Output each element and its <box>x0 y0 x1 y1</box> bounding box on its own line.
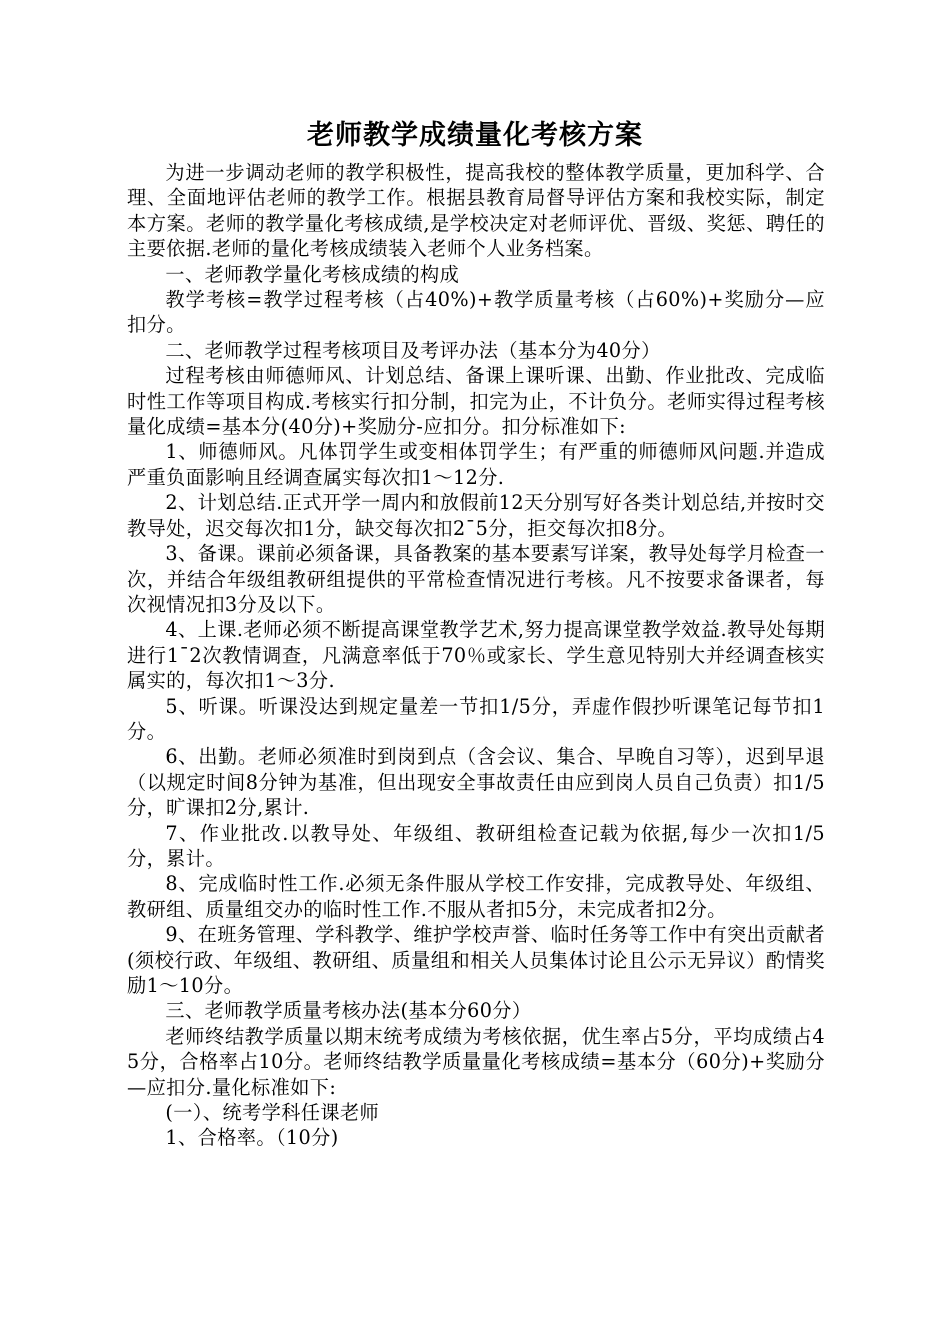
list-item-reward: 9、在班务管理、学科教学、维护学校声誉、临时任务等工作中有突出贡献者(须校行政、年级组、教研组、质量组和相关人员集体讨论且公示无异议）酌情奖励1～10分。 <box>127 923 825 997</box>
section-heading-3: 三、老师教学质量考核办法(基本分60分） <box>165 999 532 1023</box>
list-item-temp-work: 8、完成临时性工作.必须无条件服从学校工作安排，完成教导处、年级组、教研组、质量组交办的临时性工作.不服从者扣5分，未完成者扣2分。 <box>127 872 825 921</box>
document-body <box>127 160 825 1151</box>
section-heading-2: 二、老师教学过程考核项目及考评办法（基本分为40分） <box>165 338 661 362</box>
list-item-teaching: 4、上课.老师必须不断提高课堂教学艺术,努力提高课堂教学效益.教导处每期进行1¯2次教情调查，凡满意率低于70％或家长、学生意见特别大并经调查核实属实的，每次扣1～3分. <box>127 618 825 693</box>
list-item-plan: 2、计划总结.正式开学一周内和放假前12天分别写好各类计划总结,并按时交教导处，迟交每次扣1分，缺交每次扣2¯5分，拒交每次扣8分。 <box>127 491 825 540</box>
paragraph-quality: 老师终结教学质量以期末统考成绩为考核依据，优生率占5分，平均成绩占45分，合格率占10分。老师终结教学质量量化考核成绩=基本分（60分)+奖励分—应扣分.量化标准如下: <box>127 1024 825 1099</box>
list-item-observation: 5、听课。听课没达到规定量差一节扣1/5分，弄虚作假抄听课笔记每节扣1分。 <box>127 694 825 743</box>
paragraph-intro: 为进一步调动老师的教学积极性，提高我校的整体教学质量，更加科学、合理、全面地评估老师的教学工作。根据县教育局督导评估方案和我校实际，制定本方案。老师的教学量化考核成绩,是学校决定对老师评优、晋级、奖惩、聘任的主要依据.老师的量化考核成绩装入老师个人业务档案。 <box>127 161 825 261</box>
document-title: 老师教学成绩量化考核方案 <box>307 120 643 151</box>
subsection-heading: (一）、统考学科任课老师 <box>165 1101 380 1125</box>
paragraph-formula: 教学考核=教学过程考核（占40%)+教学质量考核（占60%)+奖励分—应扣分。 <box>127 288 825 337</box>
list-item-homework: 7、作业批改.以教导处、年级组、教研组检查记载为依据,每少一次扣1/5分，累计。 <box>127 821 825 870</box>
section-heading-1: 一、老师教学量化考核成绩的构成 <box>165 262 460 286</box>
list-item-pass-rate: 1、合格率。（10分) <box>165 1126 339 1150</box>
list-item-attendance: 6、出勤。老师必须准时到岗到点（含会议、集合、早晚自习等），迟到早退（以规定时间8分钟为基准，但出现安全事故责任由应到岗人员自己负责）扣1/5分，旷课扣2分,累计. <box>127 745 825 820</box>
list-item-lesson-prep: 3、备课。课前必须备课，具备教案的基本要素写详案，教导处每学月检查一次，并结合年级组教研组提供的平常检查情况进行考核。凡不按要求备课者，每次视情况扣3分及以下。 <box>127 542 825 616</box>
list-item-ethics: 1、师德师风。凡体罚学生或变相体罚学生；有严重的师德师风问题.并造成严重负面影响且经调查属实每次扣1～12分. <box>127 440 825 489</box>
paragraph-process: 过程考核由师德师风、计划总结、备课上课听课、出勤、作业批改、完成临时性工作等项目构成.考核实行扣分制，扣完为止，不计负分。老师实得过程考核量化成绩=基本分(40分)+奖励分-应扣分。扣分标准如下: <box>127 364 825 439</box>
